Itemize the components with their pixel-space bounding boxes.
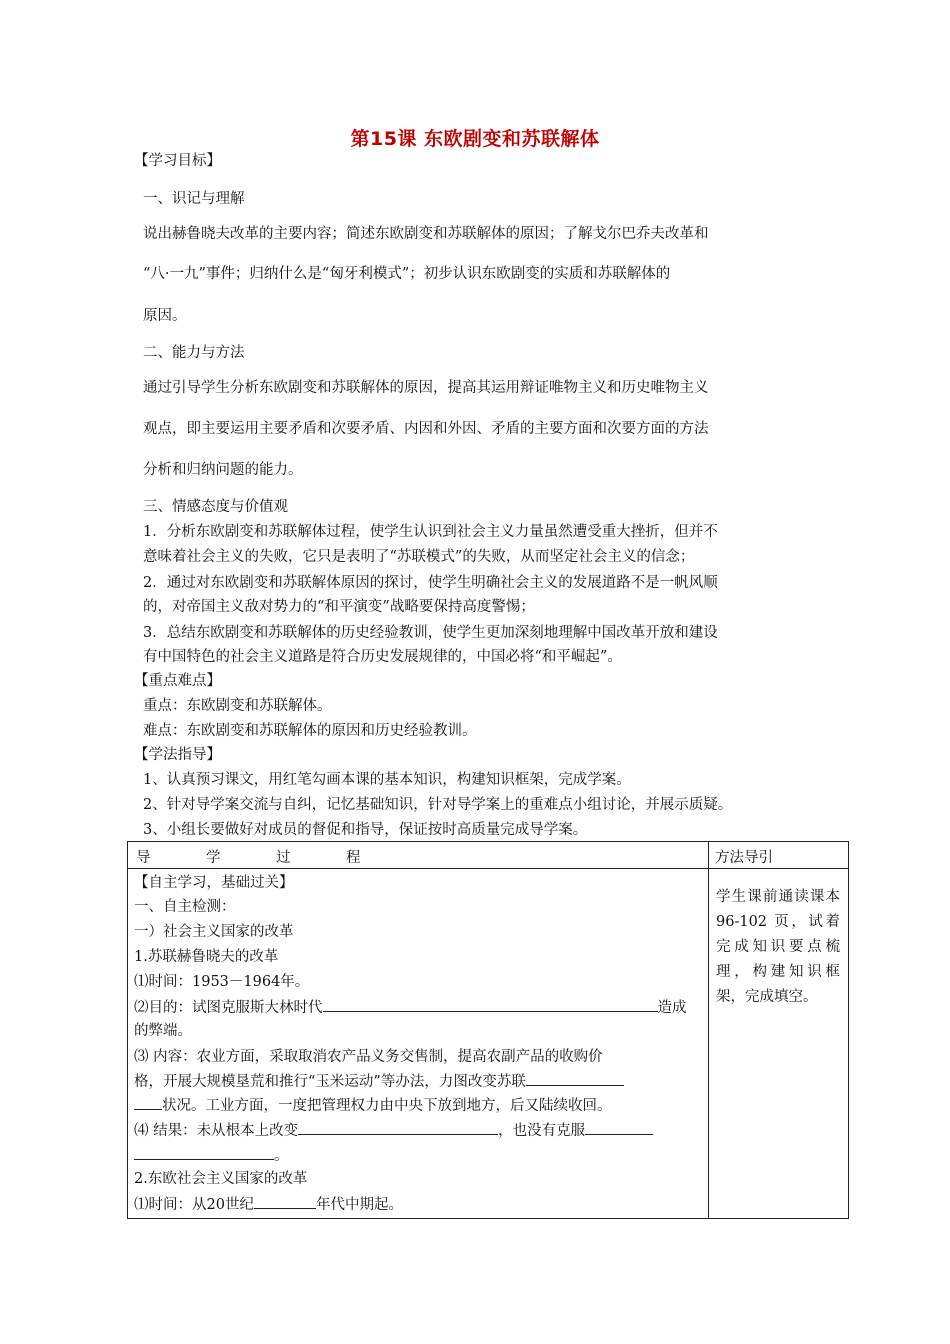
section3-line: 3．总结东欧剧变和苏联解体的历史经验教训，使学生更加深刻地理解中国改革开放和建设 [143,625,718,641]
content-text: 格，开展大规模垦荒和推行“玉米运动”等办法，力图改变苏联 [134,1074,526,1090]
fill-blank[interactable] [323,997,658,1012]
study-guide-line: 1、认真预习课文，用红笔勾画本课的基本知识，构建知识框架，完成学案。 [143,772,631,788]
key-points-heading: 【重点难点】 [134,673,221,689]
section2-line: 观点，即主要运用主要矛盾和次要矛盾、内因和外因、矛盾的主要方面和次要方面的方法 [143,421,709,437]
content-text: ⑴时间：从20世纪 [134,1197,254,1213]
fill-blank[interactable] [585,1120,653,1135]
section3-line: 意味着社会主义的失败，它只是表明了“苏联模式”的失败，从而坚定社会主义的信念； [143,549,695,565]
content-line: 一）社会主义国家的改革 [134,924,294,940]
content-line: 一、自主检测： [134,899,236,915]
fill-blank[interactable] [254,1194,316,1209]
fill-blank[interactable] [298,1120,498,1135]
header-char: 导 [136,850,151,866]
section1-line: 原因。 [143,308,187,324]
section3-line: 2．通过对东欧剧变和苏联解体原因的探讨，使学生明确社会主义的发展道路不是一帆风顺 [143,575,718,591]
content-heading: 【自主学习，基础过关】 [134,875,294,891]
study-guide-line: 3、小组长要做好对成员的督促和指导，保证按时高质量完成导学案。 [143,822,588,838]
content-line [134,1071,624,1092]
fill-blank[interactable] [134,1145,274,1160]
key-point-focus: 重点：东欧剧变和苏联解体。 [143,698,332,714]
section2-heading: 二、能力与方法 [143,345,245,361]
method-guide-label: 方法导引 [715,850,773,866]
table-content-cell [128,869,709,1219]
content-text: 造成 [657,1000,687,1016]
content-text: 年代中期起。 [315,1197,403,1213]
section3-heading: 三、情感态度与价值观 [143,499,288,515]
content-line: ⑶ 内容：农业方面，采取取消农产品义务交售制，提高农副产品的收购价 [134,1049,603,1065]
section3-line: 有中国特色的社会主义道路是符合历史发展规律的，中国必将“和平崛起”。 [143,649,622,665]
header-char: 学 [206,850,221,866]
study-guide-heading: 【学法指导】 [134,747,221,763]
content-line: ⑴时间：1953－1964年。 [134,974,310,990]
header-char: 过 [276,850,291,866]
content-text: 。 [274,1148,289,1164]
section3-line: 的，对帝国主义敌对势力的“和平演变”战略要保持高度警惕； [143,599,535,615]
content-text: ⑷ 结果：未从根本上改变 [134,1123,299,1139]
table-side-cell [709,869,849,1219]
section2-line: 分析和归纳问题的能力。 [143,462,303,478]
fill-blank[interactable] [134,1095,162,1110]
objectives-heading: 【学习目标】 [134,153,221,169]
section3-line: 1．分析东欧剧变和苏联解体过程，使学生认识到社会主义力量虽然遭受重大挫折，但并不 [143,524,718,540]
content-line [134,997,687,1018]
content-text: 状况。工业方面，一度把管理权力由中央下放到地方，后又陆续收回。 [162,1098,612,1114]
content-line [134,1145,289,1166]
page-title: 第15课 东欧剧变和苏联解体 [350,128,600,150]
fill-blank[interactable] [526,1071,624,1086]
study-guide-line: 2、针对导学案交流与自纠，记忆基础知识，针对导学案上的重难点小组讨论，并展示质疑。 [143,797,733,813]
table-header-side [709,842,849,869]
content-text: ⑵目的：试图克服斯大林时代 [134,1000,323,1016]
content-line: 的弊端。 [134,1023,192,1039]
section2-line: 通过引导学生分析东欧剧变和苏联解体的原因，提高其运用辩证唯物主义和历史唯物主义 [143,380,709,396]
content-line: 2.东欧社会主义国家的改革 [134,1171,308,1187]
section1-heading: 一、识记与理解 [143,191,245,207]
key-point-difficulty: 难点：东欧剧变和苏联解体的原因和历史经验教训。 [143,723,477,739]
content-line: 1.苏联赫鲁晓夫的改革 [134,949,279,965]
section1-line: 说出赫鲁晓夫改革的主要内容；简述东欧剧变和苏联解体的原因；了解戈尔巴乔夫改革和 [143,226,709,242]
content-line [134,1120,653,1141]
content-line [134,1095,612,1116]
section1-line: “八·一九”事件；归纳什么是“匈牙利模式”；初步认识东欧剧变的实质和苏联解体的 [143,266,671,282]
method-guide-note: 学生课前通读课本 96-102 页，试着完成知识要点梳理，构建知识框架，完成填空。 [716,889,840,1005]
guide-table [127,841,849,1219]
content-text: ，也没有克服 [498,1123,586,1139]
header-char: 程 [346,850,361,866]
table-header-main [128,842,709,869]
content-line [134,1194,403,1215]
